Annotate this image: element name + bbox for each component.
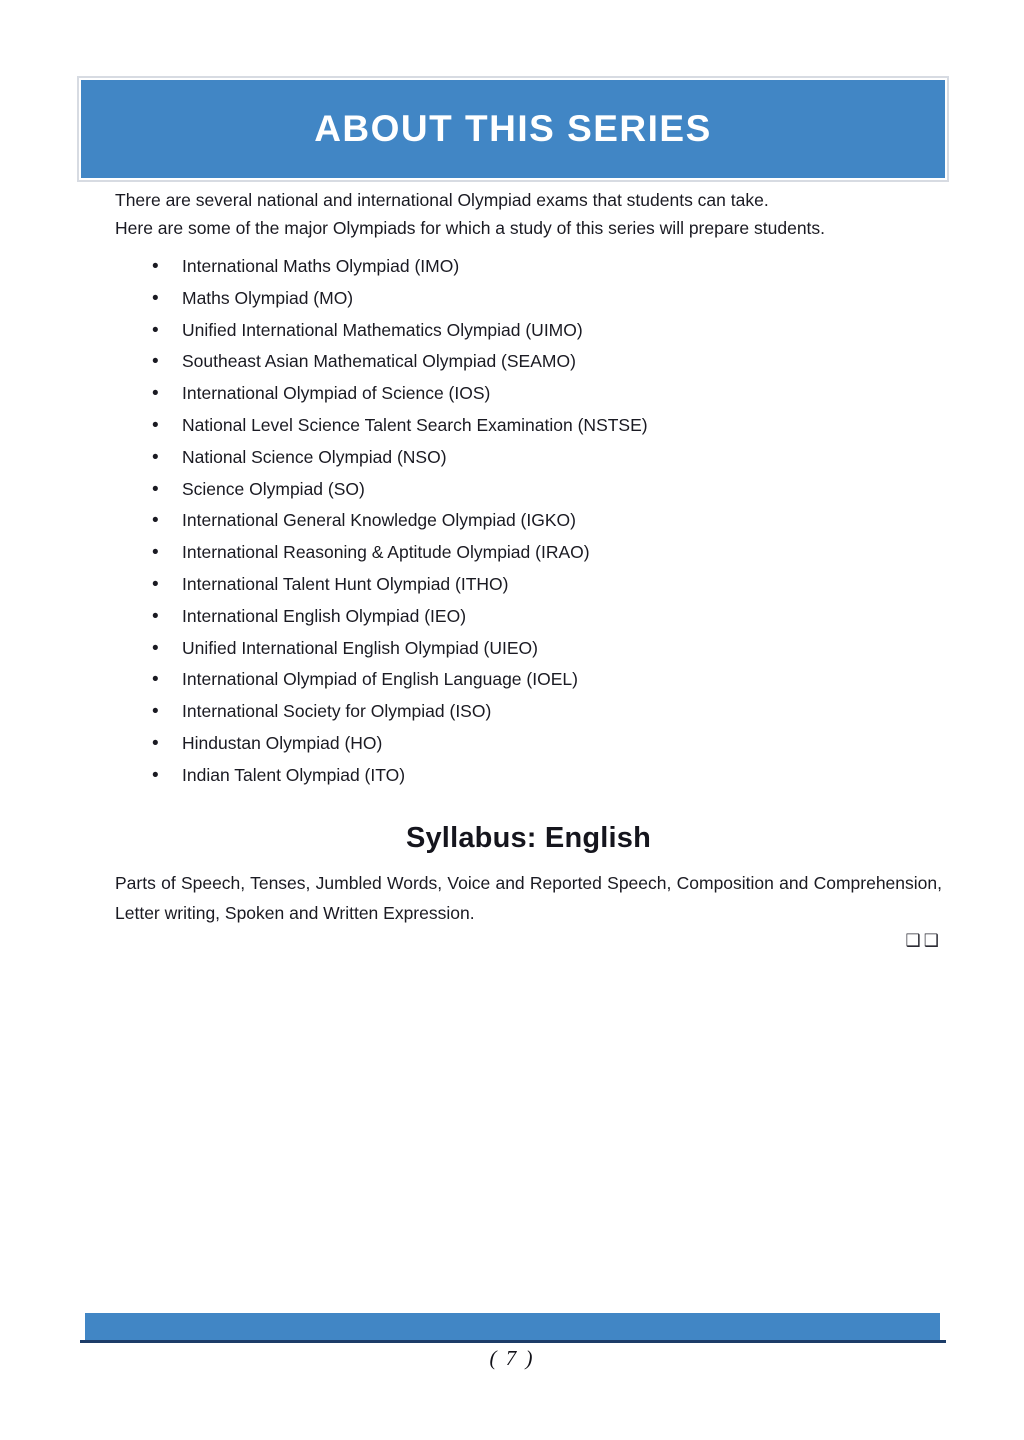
list-item [152,734,942,753]
olympiad-label: International English Olympiad (IEO) [182,605,467,626]
olympiad-list [115,257,942,785]
bullet-icon [152,639,182,658]
list-item [152,480,942,499]
list-item [152,766,942,785]
bullet-icon [152,511,182,530]
bullet-icon [152,448,182,467]
page-number: ( 7 ) [489,1346,535,1370]
list-item [152,702,942,721]
list-item [152,575,942,594]
olympiad-label: International Maths Olympiad (IMO) [182,256,460,276]
page-content [115,186,942,951]
olympiad-label: International Olympiad of Science (IOS) [182,383,491,404]
page-title: ABOUT THIS SERIES [314,108,712,149]
header-banner [77,76,949,182]
list-item [152,607,942,626]
bullet-icon [152,670,182,689]
list-item [152,543,942,562]
bullet-icon [152,702,182,721]
list-item [152,511,942,530]
olympiad-label: Southeast Asian Mathematical Olympiad (SEAMO) [182,351,576,372]
bullet-icon [152,352,182,371]
bullet-icon [152,416,182,435]
olympiad-label: Maths Olympiad (MO) [182,287,354,308]
olympiad-label: National Level Science Talent Search Examination (NSTSE) [182,414,648,435]
intro-line-1: There are several national and international Olympiad exams that students can take. [115,190,769,210]
olympiad-label: National Science Olympiad (NSO) [182,446,447,467]
list-item [152,670,942,689]
olympiad-label: Hindustan Olympiad (HO) [182,732,383,753]
list-item [152,352,942,371]
list-item [152,289,942,308]
list-item [152,384,942,403]
intro-line-2: Here are some of the major Olympiads for which a study of this series will prepare students. [115,218,826,238]
olympiad-label: International Society for Olympiad (ISO) [182,701,492,722]
bullet-icon [152,257,182,276]
bullet-icon [152,480,182,499]
bullet-icon [152,766,182,785]
header-banner-fill [81,80,945,178]
list-item [152,321,942,340]
list-item [152,416,942,435]
syllabus-body: Parts of Speech, Tenses, Jumbled Words, Voice and Reported Speech, Composition and Comprehension, Letter writing, Spoken and Written Expression. [115,872,942,923]
olympiad-label: Unified International English Olympiad (UIEO) [182,637,538,658]
olympiad-label: Unified International Mathematics Olympiad (UIMO) [182,319,583,340]
footer-rule-line [80,1340,946,1343]
bullet-icon [152,321,182,340]
olympiad-label: International Talent Hunt Olympiad (ITHO) [182,573,509,594]
list-item [152,448,942,467]
olympiad-label: Science Olympiad (SO) [182,478,365,499]
bullet-icon [152,607,182,626]
footer-bar [85,1313,940,1340]
syllabus-heading: Syllabus: English [405,821,652,854]
olympiad-label: International Olympiad of English Language (IOEL) [182,669,578,690]
bullet-icon [152,734,182,753]
bullet-icon [152,289,182,308]
intro-section [115,186,942,242]
section-end-squares-icon: ❑❑ [905,930,942,950]
olympiad-label: International General Knowledge Olympiad (IGKO) [182,510,576,531]
olympiad-label: Indian Talent Olympiad (ITO) [182,764,406,785]
bullet-icon [152,575,182,594]
list-item [152,639,942,658]
bullet-icon [152,384,182,403]
bullet-icon [152,543,182,562]
list-item [152,257,942,276]
olympiad-label: International Reasoning & Aptitude Olympiad (IRAO) [182,542,590,563]
